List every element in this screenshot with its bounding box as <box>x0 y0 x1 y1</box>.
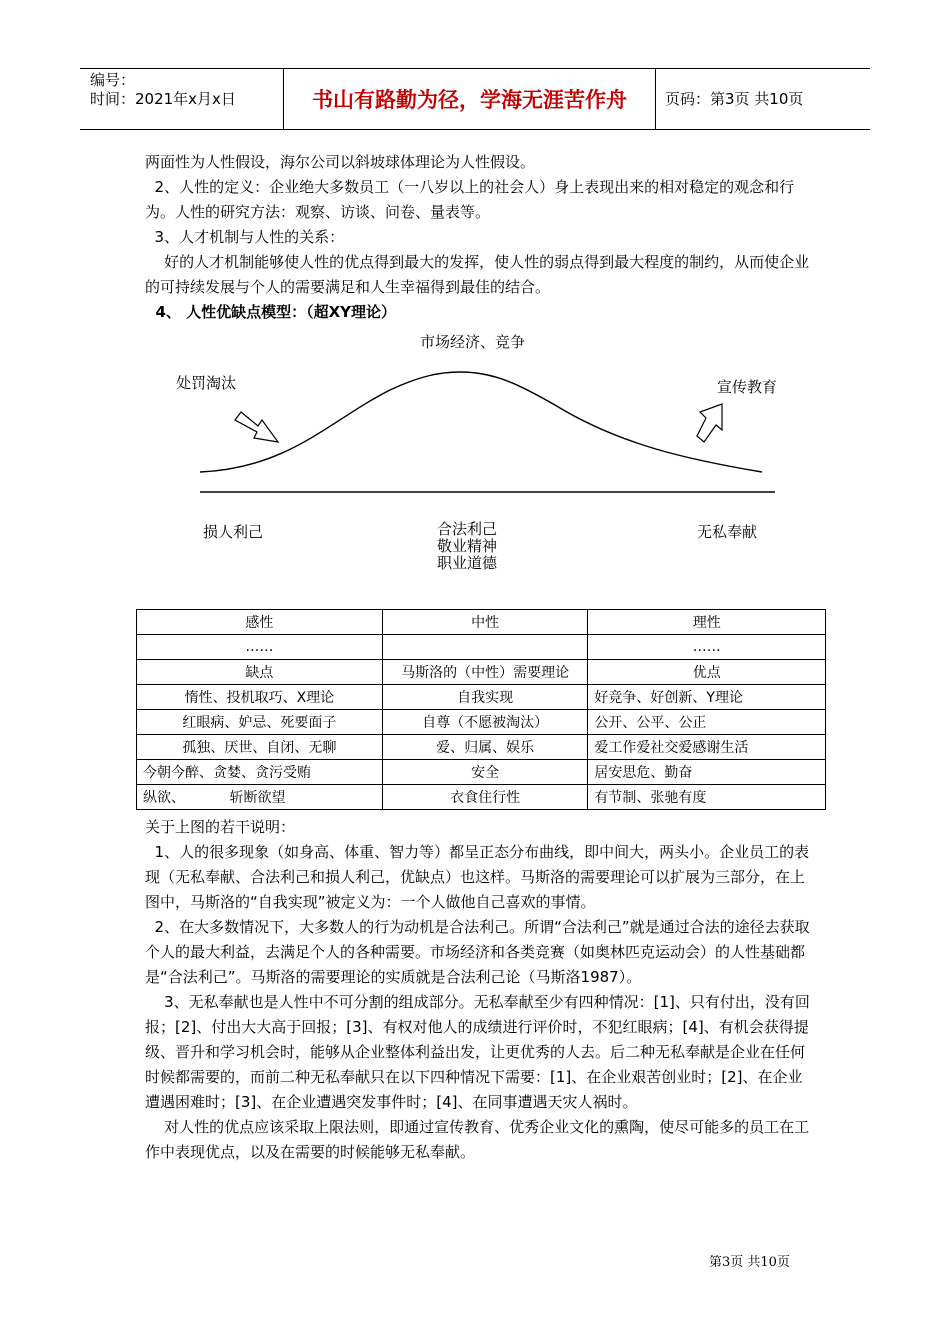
table-cell: 自我实现 <box>382 685 588 710</box>
table-cell: 感性 <box>137 610 383 635</box>
paragraph: 1、人的很多现象（如身高、体重、智力等）都呈正态分布曲线，即中间大，两头小。企业员工的表现（无私奉献、合法利己和损人利己，优缺点）也这样。马斯洛的需要理论可以扩展为三部分，在上图中，马斯洛的“自我实现”被定义为：一个人做他自己喜欢的事情。 <box>145 843 810 911</box>
normal-curve <box>200 372 762 472</box>
right-arrow-icon <box>697 404 722 442</box>
diagram-middle-line: 敬业精神 <box>437 537 498 555</box>
table-cell: 爱工作爱社交爱感谢生活 <box>588 735 826 760</box>
header-motto: 书山有路勤为径，学海无涯苦作舟 <box>283 69 656 129</box>
paragraph: 好的人才机制能够使人性的优点得到最大的发挥，使人性的弱点得到最大程度的制约，从而使企业的可持续发展与个人的需要满足和人生幸福得到最佳的结合。 <box>145 253 810 296</box>
table-cell: …… <box>137 635 383 660</box>
table-cell: 好竞争、好创新、Y理论 <box>588 685 826 710</box>
paragraph: 对人性的优点应该采取上限法则，即通过宣传教育、优秀企业文化的熏陶，使尽可能多的员工在工作中表现优点，以及在需要的时候能够无私奉献。 <box>145 1118 810 1161</box>
diagram-middle-line: 合法利己 <box>437 520 498 538</box>
table-cell: 红眼病、妒忌、死要面子 <box>137 710 383 735</box>
table-cell: 今朝今醉、贪婪、贪污受贿 <box>137 760 383 785</box>
table-row <box>137 685 826 710</box>
paragraph: 3、无私奉献也是人性中不可分割的组成部分。无私奉献至少有四种情况：[1]、只有付出，没有回报；[2]、付出大大高于回报；[3]、有权对他人的成绩进行评价时，不犯红眼病；[4]、有机会获得提级、晋升和学习机会时，能够从企业整体利益出发，让更优秀的人去。后二种无私奉献是企业在任何时候都需要的，而前二种无私奉献只在以下四种情况下需要：[1]、在企业艰苦创业时；[2]、在企业遭遇困难时；[3]、在企业遭遇突发事件时；[4]、在同事遭遇天灾人祸时。 <box>145 993 810 1111</box>
diagram-middle-line: 职业道德 <box>437 554 498 572</box>
diagram-bottom-left: 损人利己 <box>203 523 264 541</box>
table-cell: 理性 <box>588 610 826 635</box>
diagram-bottom-right: 无私奉献 <box>697 523 758 541</box>
table-row <box>137 785 826 810</box>
table-cell: 惰性、投机取巧、X理论 <box>137 685 383 710</box>
table-cell: 居安思危、勤奋 <box>588 760 826 785</box>
paragraph: 2、在大多数情况下，大多数人的行为动机是合法利己。所谓“合法利己”就是通过合法的途径去获取个人的最大利益，去满足个人的各种需要。市场经济和各类竞赛（如奥林匹克运动会）的人性基础都是“合法利己”。马斯洛的需要理论的实质就是合法利己论（马斯洛1987）。 <box>145 918 810 986</box>
table-row <box>137 610 826 635</box>
page-footer: 第3页 共10页 <box>709 1255 790 1270</box>
header-time: 时间：2021年x月x日 <box>90 90 236 108</box>
notes-section <box>145 815 817 1165</box>
table-cell: 中性 <box>382 610 588 635</box>
traits-table <box>136 609 826 810</box>
table-cell <box>382 635 588 660</box>
paragraph: 两面性为人性假设，海尔公司以斜坡球体理论为人性假设。 <box>145 153 536 171</box>
table-row <box>137 735 826 760</box>
table-cell: 安全 <box>382 760 588 785</box>
paragraph: 2、人性的定义：企业绝大多数员工（一八岁以上的社会人）身上表现出来的相对稳定的观念和行为。人性的研究方法：观察、访谈、问卷、量表等。 <box>145 178 795 221</box>
table-cell: 自尊（不愿被淘汰） <box>382 710 588 735</box>
table-row <box>137 710 826 735</box>
diagram-right-label: 宣传教育 <box>717 378 778 396</box>
table-cell: …… <box>588 635 826 660</box>
left-arrow-icon <box>235 412 278 442</box>
table-row <box>137 760 826 785</box>
diagram-left-label: 处罚淘汰 <box>176 374 237 392</box>
table-cell: 爱、归属、娱乐 <box>382 735 588 760</box>
header-number: 编号： <box>90 71 136 89</box>
diagram-bottom-middle <box>437 521 497 572</box>
table-cell: 公开、公平、公正 <box>588 710 826 735</box>
table-cell: 纵欲、 斩断欲望 <box>137 785 383 810</box>
diagram-top-label: 市场经济、竞争 <box>420 333 526 351</box>
paragraph: 4、 人性优缺点模型：（超XY理论） <box>145 303 397 321</box>
table-cell: 有节制、张驰有度 <box>588 785 826 810</box>
header-page: 页码：第3页 共10页 <box>665 90 804 108</box>
table-cell: 孤独、厌世、自闭、无聊 <box>137 735 383 760</box>
table-row <box>137 635 826 660</box>
notes-title: 关于上图的若干说明： <box>145 818 296 836</box>
paragraph: 3、人才机制与人性的关系： <box>145 228 345 246</box>
table-cell: 缺点 <box>137 660 383 685</box>
table-cell: 马斯洛的（中性）需要理论 <box>382 660 588 685</box>
table-row <box>137 660 826 685</box>
table-cell: 优点 <box>588 660 826 685</box>
table-cell: 衣食住行性 <box>382 785 588 810</box>
